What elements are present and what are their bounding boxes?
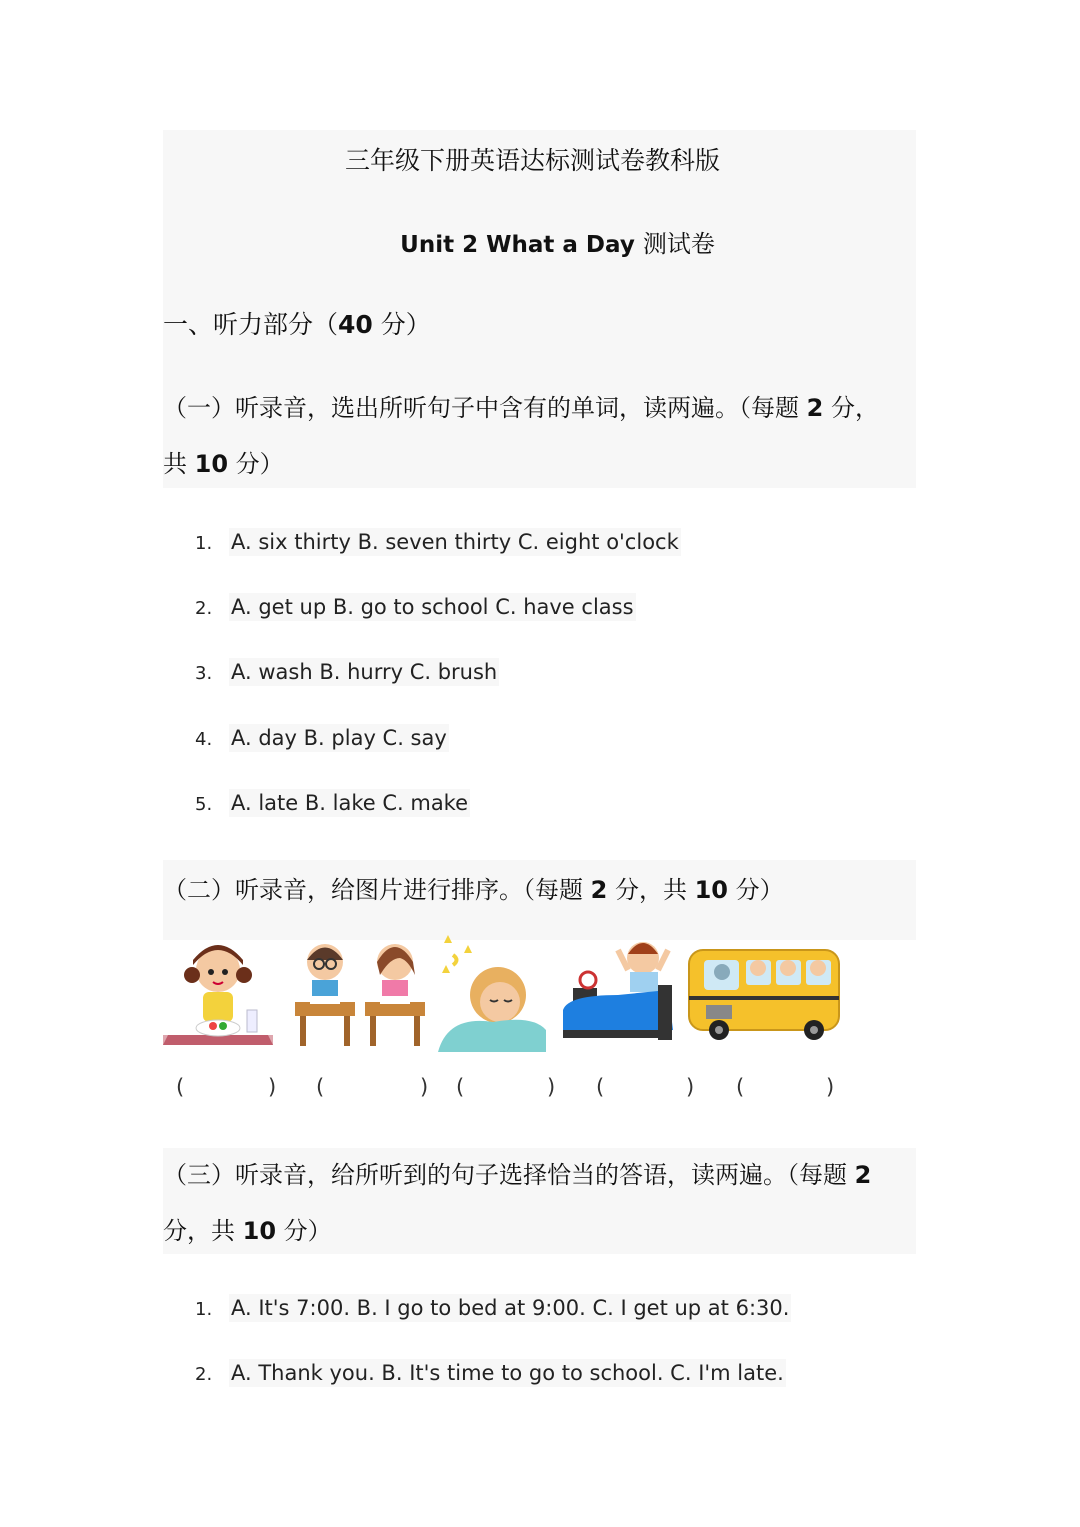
section3-heading-line1 [163,1155,871,1190]
section1-line2-pre: 共 [163,450,195,478]
item-text: A. It's 7:00. B. I go to bed at 9:00. C. I get up at 6:30. [231,1296,790,1320]
section2-heading [163,870,784,905]
list-item [195,595,636,619]
section2-num2: 10 [694,876,729,904]
section1-line1-pre: （一）听录音，选出所听句子中含有的单词，读两遍。（每题 [163,394,807,422]
part1-pre: 一、听力部分（ [163,310,339,339]
list-item [195,530,681,554]
subtitle-cn: 测试卷 [642,230,715,258]
item-text: A. day B. play C. say [231,726,447,750]
section3-heading-line2 [163,1211,332,1246]
subtitle-en: Unit 2 What a Day [400,232,635,258]
item-number: 4. [195,729,213,750]
answer-paren-close: ) [547,1075,556,1099]
girl-eating-breakfast-picture [163,930,273,1052]
section3-line2-num: 10 [242,1217,277,1245]
list-item [195,660,499,684]
section3-line1-pre: （三）听录音，给所听到的句子选择恰当的答语，读两遍。（每题 [163,1161,855,1189]
item-text: A. late B. lake C. make [231,791,469,815]
list-item [195,726,449,750]
section2-post: 分） [728,876,784,904]
section2-num1: 2 [590,876,608,904]
item-number: 2. [195,598,213,619]
section3-line2-post: 分） [276,1217,332,1245]
section3-line1-num: 2 [854,1161,872,1189]
page-subtitle [0,224,1080,259]
item-number: 1. [195,533,213,554]
part1-post: 分） [372,310,431,339]
boy-waking-up-picture [558,930,678,1052]
section1-line2-num: 10 [194,450,229,478]
item-number: 1. [195,1299,213,1320]
school-bus-picture [684,930,844,1052]
section1-heading-line2 [163,444,284,479]
item-number: 5. [195,794,213,815]
list-item [195,1361,786,1385]
section2-pre: （二）听录音，给图片进行排序。（每题 [163,876,591,904]
item-number: 2. [195,1364,213,1385]
list-item [195,1296,791,1320]
item-text: A. six thirty B. seven thirty C. eight o'clock [231,530,679,554]
answer-paren-close: ) [686,1075,695,1099]
item-text: A. Thank you. B. It's time to go to school. C. I'm late. [231,1361,784,1385]
item-text: A. get up B. go to school C. have class [231,595,634,619]
section1-line2-post: 分） [228,450,284,478]
answer-paren-open: ( [176,1075,185,1099]
answer-paren-open: ( [736,1075,745,1099]
list-item [195,791,470,815]
answer-paren-open: ( [456,1075,465,1099]
part1-score: 40 [338,310,373,339]
answer-paren-close: ) [268,1075,277,1099]
section2-mid: 分，共 [607,876,695,904]
page-title: 三年级下册英语达标测试卷教科版 [344,146,720,175]
children-at-desks-picture [290,930,430,1052]
part1-heading [163,305,431,341]
item-number: 3. [195,663,213,684]
section1-line1-num: 2 [806,394,824,422]
answer-paren-close: ) [826,1075,835,1099]
answer-paren-close: ) [420,1075,429,1099]
answer-paren-open: ( [596,1075,605,1099]
section1-heading-line1 [163,388,879,423]
item-text: A. wash B. hurry C. brush [231,660,498,684]
section3-line2-pre: 分，共 [163,1217,243,1245]
answer-paren-open: ( [316,1075,325,1099]
section1-line1-post: 分， [823,394,879,422]
girl-sleeping-picture [438,930,546,1052]
